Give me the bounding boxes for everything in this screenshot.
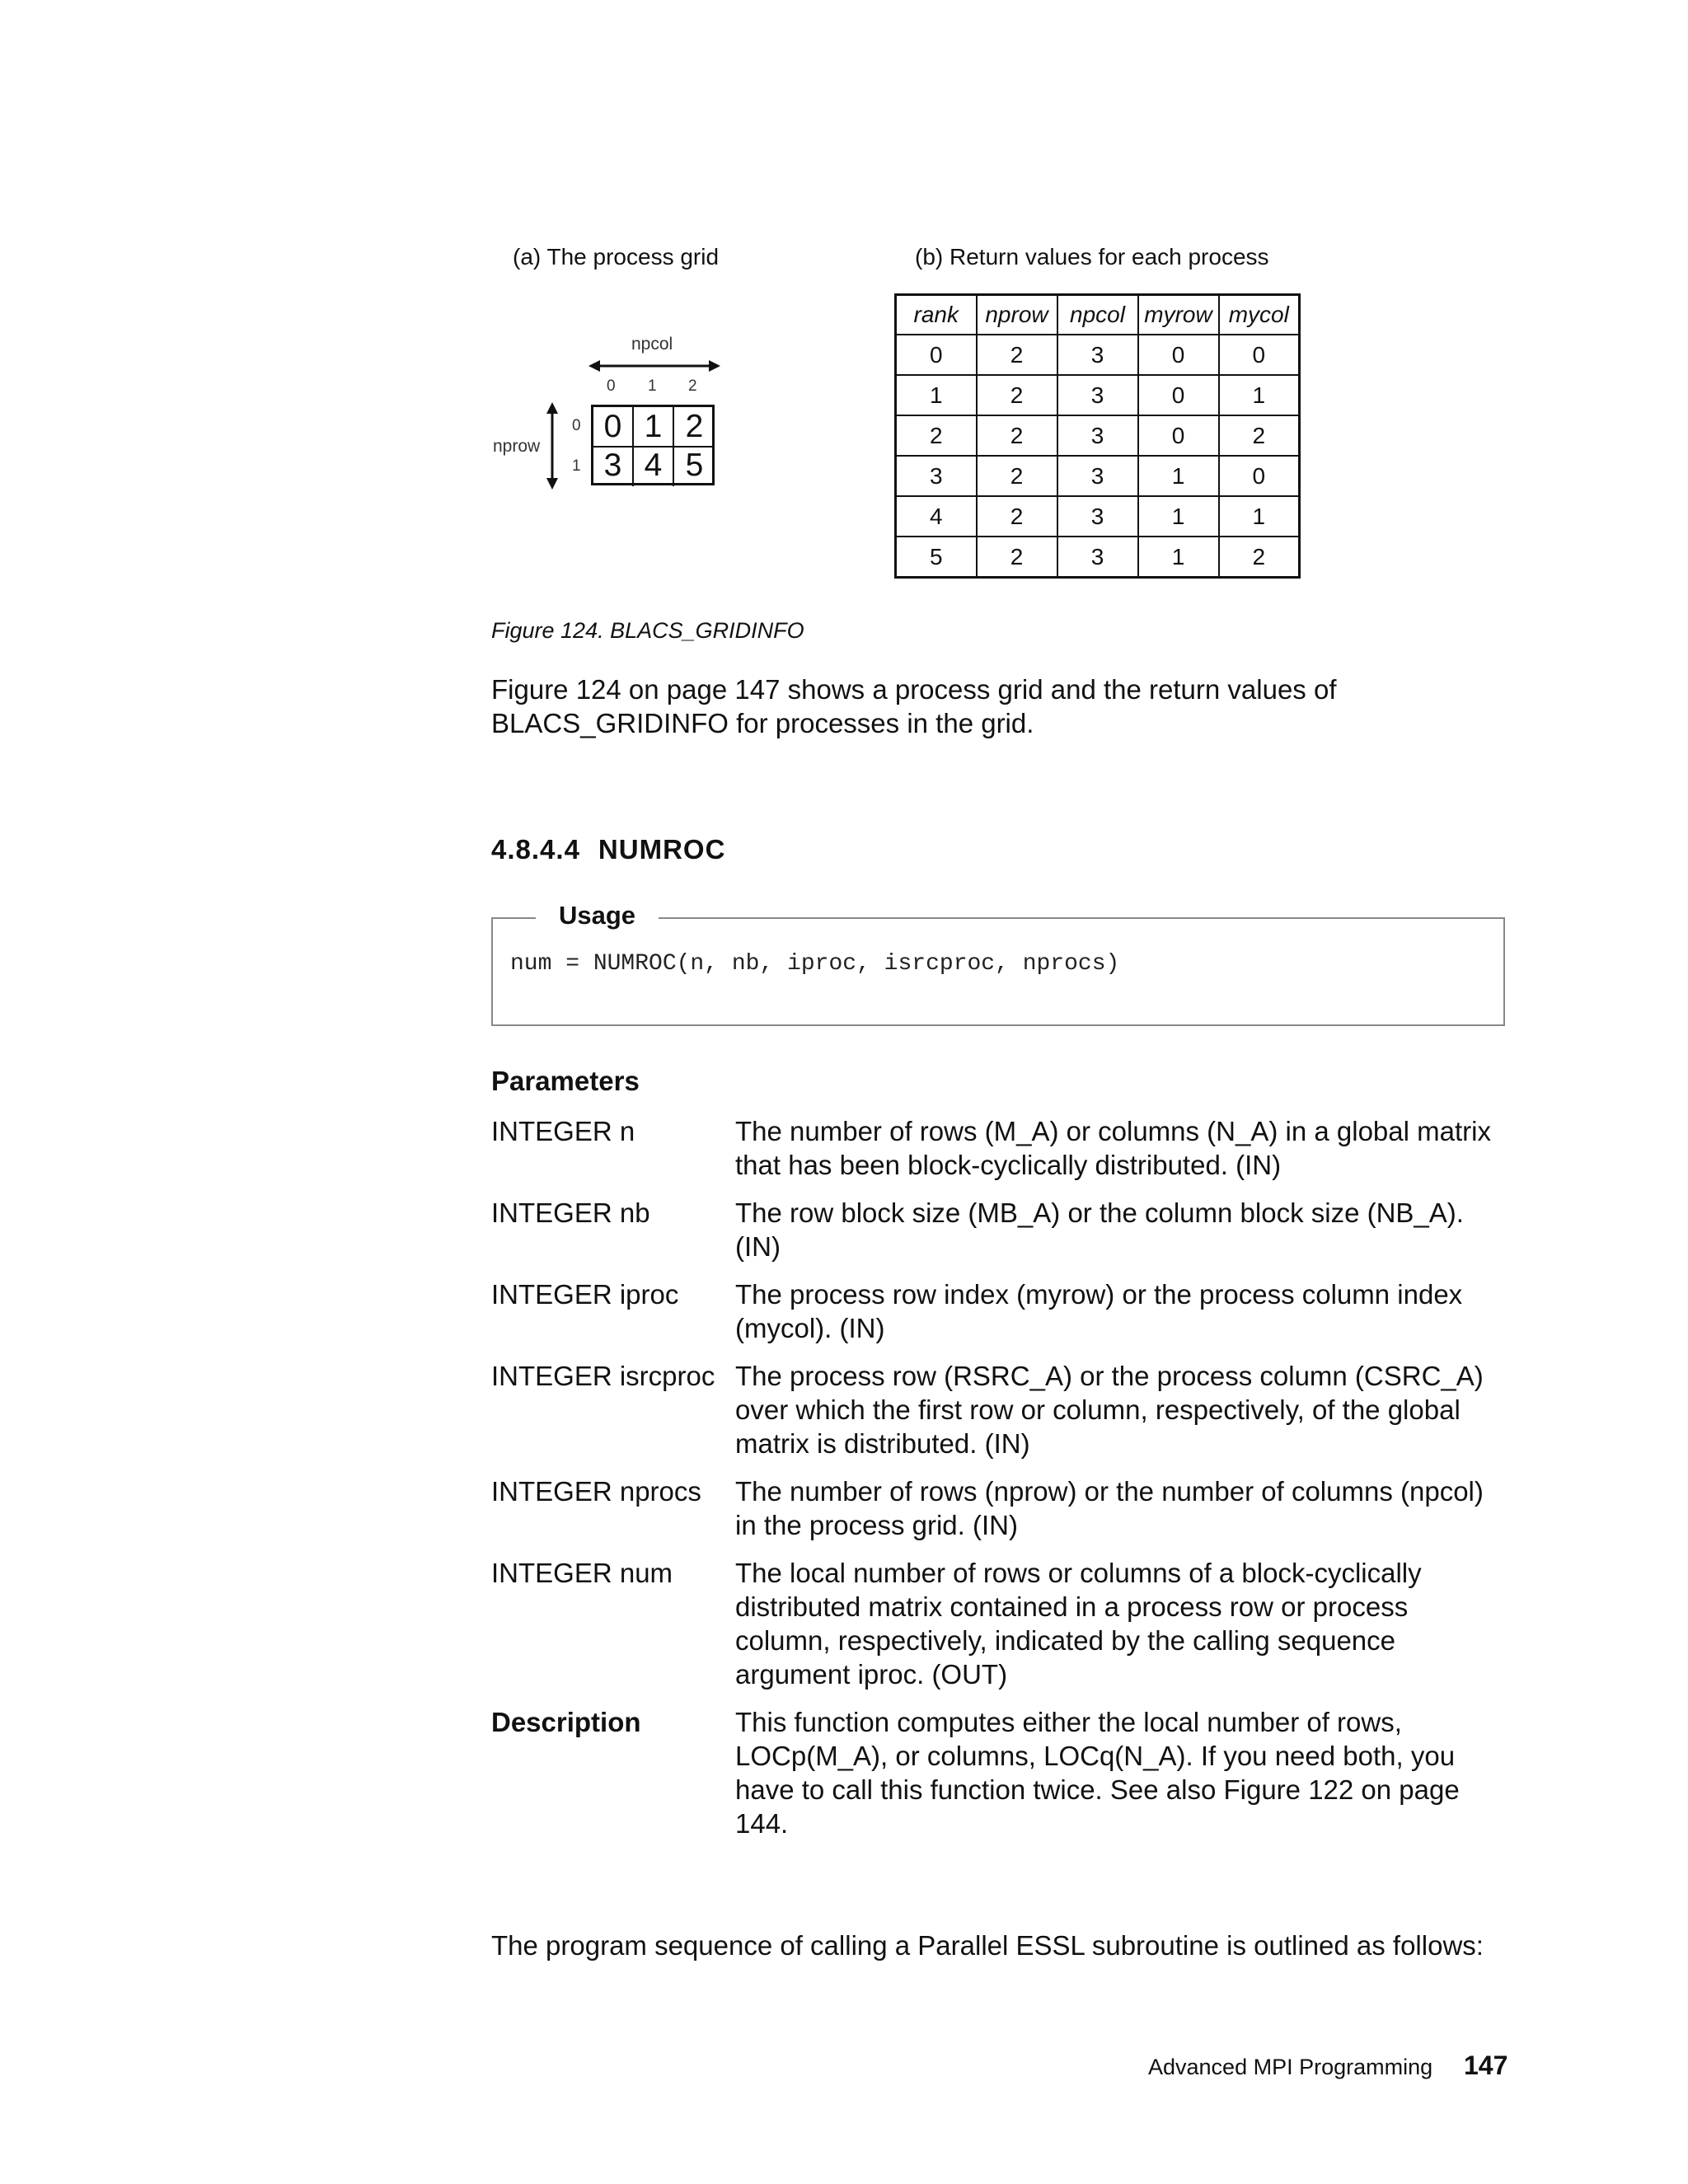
- table-cell: 0: [1219, 335, 1300, 375]
- table-row: [896, 415, 1300, 456]
- param-desc-isrcproc: The process row (RSRC_A) or the process column (CSRC_A) over which the first row or column, respectively, of the global matrix is distributed. (IN): [735, 1361, 1484, 1459]
- table-cell: 2: [1219, 537, 1300, 578]
- col-header-nprow: nprow: [977, 295, 1057, 335]
- param-name-nb: INTEGER nb: [491, 1197, 650, 1228]
- row-index-0: 0: [572, 417, 581, 434]
- parameters-title: Parameters: [491, 1066, 640, 1096]
- panel-a-title: (a) The process grid: [513, 244, 720, 269]
- table-cell: 3: [1057, 537, 1138, 578]
- grid-cell: 5: [685, 448, 704, 483]
- panel-b-title: (b) Return values for each process: [915, 244, 1269, 269]
- nprow-arrow: [542, 402, 562, 490]
- param-name-iproc: INTEGER iproc: [491, 1279, 679, 1310]
- npcol-arrow: [588, 356, 720, 376]
- table-cell: 0: [1138, 415, 1219, 456]
- table-cell: 1: [1219, 375, 1300, 415]
- table-cell: 1: [1138, 456, 1219, 496]
- table-row: [896, 537, 1300, 578]
- col-index-1: 1: [648, 377, 657, 395]
- figure-caption: Figure 124. BLACS_GRIDINFO: [491, 618, 804, 643]
- grid-cell: 3: [593, 446, 634, 486]
- param-name-nprocs: INTEGER nprocs: [491, 1476, 701, 1507]
- table-cell: 1: [1219, 496, 1300, 537]
- table-cell: 5: [896, 537, 977, 578]
- param-name-num: INTEGER num: [491, 1558, 673, 1588]
- table-row: [896, 335, 1300, 375]
- table-cell: 2: [977, 415, 1057, 456]
- table-cell: 3: [1057, 456, 1138, 496]
- usage-label: Usage: [536, 901, 659, 930]
- table-cell: 3: [1057, 496, 1138, 537]
- closing-paragraph: The program sequence of calling a Parallel ESSL subroutine is outlined as follows:: [491, 1930, 1484, 1961]
- table-cell: 2: [977, 496, 1057, 537]
- table-cell: 2: [977, 375, 1057, 415]
- section-title: NUMROC: [598, 834, 726, 865]
- param-name-isrcproc: INTEGER isrcproc: [491, 1361, 715, 1391]
- param-desc-iproc: The process row index (myrow) or the process column index (mycol). (IN): [735, 1279, 1463, 1343]
- param-desc-num: The local number of rows or columns of a block-cyclically distributed matrix contained in a process row or process column, respectively, indicated by the calling sequence argument iproc. (OUT): [735, 1558, 1422, 1690]
- grid-cell: 0: [593, 407, 634, 448]
- npcol-axis-label: npcol: [631, 335, 673, 354]
- col-index-0: 0: [607, 377, 616, 395]
- process-grid: [591, 405, 715, 485]
- section-number: 4.8.4.4: [491, 834, 580, 865]
- table-cell: 2: [1219, 415, 1300, 456]
- grid-cell: 2: [674, 407, 715, 448]
- description-label: Description: [491, 1707, 641, 1737]
- param-desc-nprocs: The number of rows (nprow) or the number of columns (npcol) in the process grid. (IN): [735, 1476, 1484, 1540]
- table-cell: 2: [977, 335, 1057, 375]
- table-cell: 1: [1138, 537, 1219, 578]
- grid-cell: 4: [634, 446, 674, 486]
- table-cell: 3: [896, 456, 977, 496]
- return-values-table: [894, 293, 1301, 579]
- table-cell: 2: [977, 456, 1057, 496]
- table-cell: 3: [1057, 335, 1138, 375]
- usage-code: num = NUMROC(n, nb, iproc, isrcproc, nprocs): [510, 951, 1120, 977]
- table-cell: 1: [1138, 496, 1219, 537]
- table-row: [896, 375, 1300, 415]
- table-cell: 2: [977, 537, 1057, 578]
- table-cell: 0: [1138, 375, 1219, 415]
- col-header-mycol: mycol: [1219, 295, 1300, 335]
- table-header-row: [896, 295, 1300, 335]
- table-cell: 4: [896, 496, 977, 537]
- param-desc-nb: The row block size (MB_A) or the column block size (NB_A). (IN): [735, 1197, 1464, 1262]
- table-cell: 0: [1138, 335, 1219, 375]
- table-cell: 0: [896, 335, 977, 375]
- param-desc-n: The number of rows (M_A) or columns (N_A) in a global matrix that has been block-cyclically distributed. (IN): [735, 1116, 1491, 1180]
- table-cell: 3: [1057, 375, 1138, 415]
- running-title: Advanced MPI Programming: [1148, 2055, 1433, 2079]
- param-name-n: INTEGER n: [491, 1116, 635, 1146]
- col-header-rank: rank: [896, 295, 977, 335]
- table-cell: 2: [896, 415, 977, 456]
- grid-cell: 1: [634, 407, 674, 448]
- col-header-npcol: npcol: [1057, 295, 1138, 335]
- col-index-2: 2: [688, 377, 697, 395]
- table-row: [896, 496, 1300, 537]
- col-header-myrow: myrow: [1138, 295, 1219, 335]
- table-cell: 1: [896, 375, 977, 415]
- intro-paragraph: Figure 124 on page 147 shows a process grid and the return values of BLACS_GRIDINFO for processes in the grid.: [491, 674, 1337, 738]
- page-number: 147: [1464, 2050, 1508, 2080]
- table-row: [896, 456, 1300, 496]
- description-text: This function computes either the local number of rows, LOCp(M_A), or columns, LOCq(N_A). If you need both, you have to call this function twice. See also Figure 122 on page 144.: [735, 1707, 1460, 1839]
- section-heading: [491, 834, 725, 865]
- table-cell: 3: [1057, 415, 1138, 456]
- row-index-1: 1: [572, 457, 581, 475]
- table-cell: 0: [1219, 456, 1300, 496]
- nprow-axis-label: nprow: [493, 437, 541, 456]
